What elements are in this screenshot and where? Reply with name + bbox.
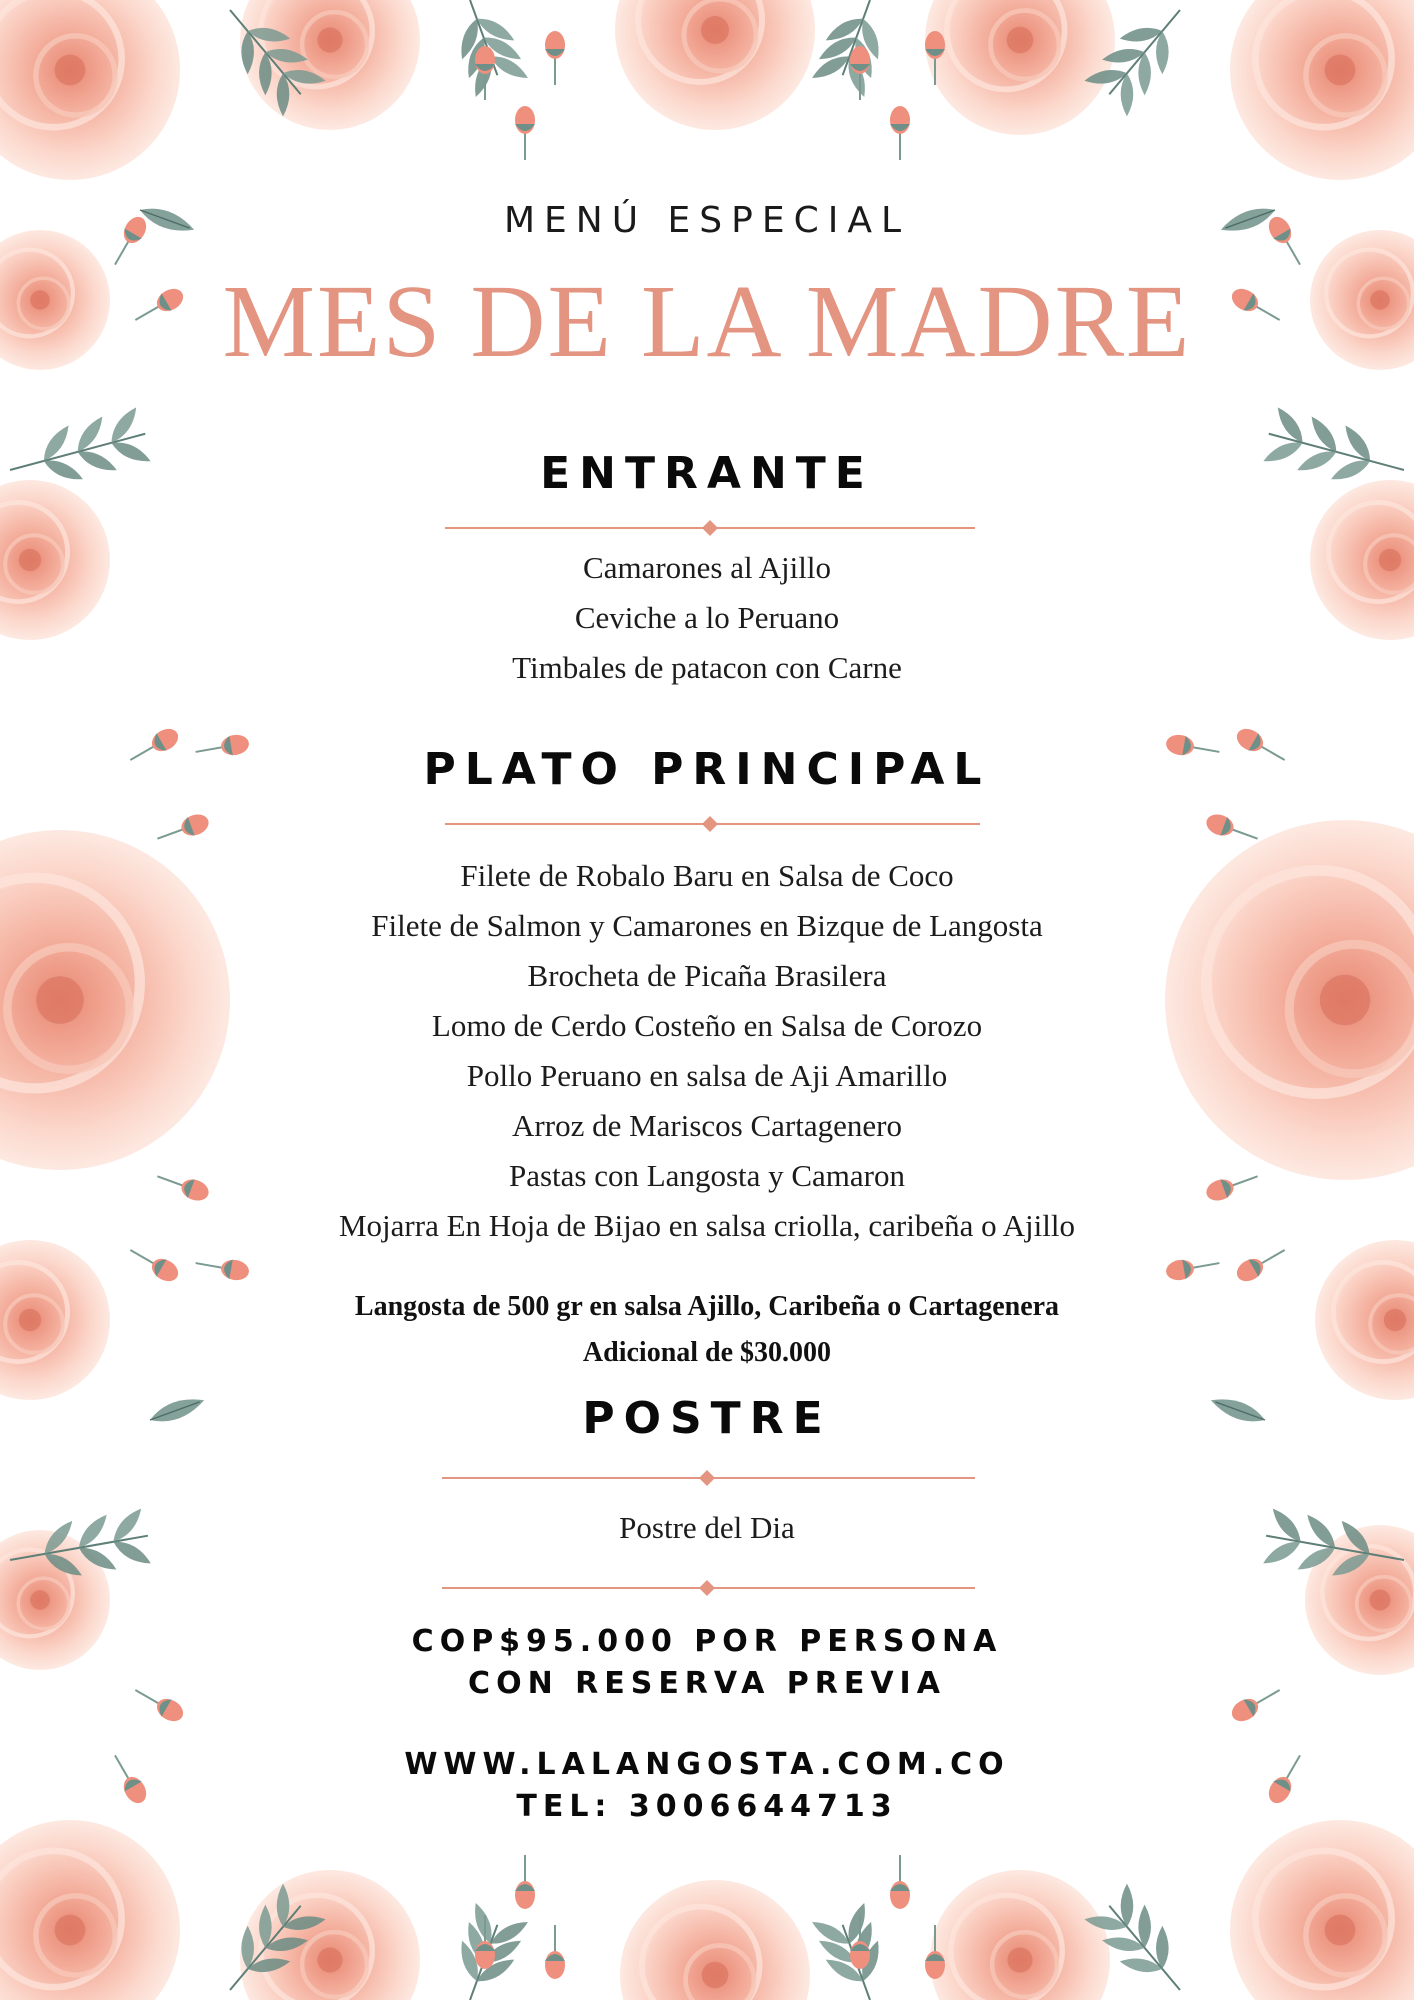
list-item: Timbales de patacon con Carne — [512, 650, 902, 685]
list-item: Filete de Salmon y Camarones en Bizque de Langosta — [371, 908, 1043, 943]
price-line: COP$95.000 POR PERSONA — [411, 1624, 1003, 1659]
menu-kicker: MENÚ ESPECIAL — [503, 200, 911, 241]
lobster-surcharge: Adicional de $30.000 — [582, 1337, 832, 1368]
list-item: Pastas con Langosta y Camaron — [508, 1158, 906, 1193]
plato-principal-list — [0, 851, 1414, 1251]
list-item: Camarones al Ajillo — [583, 550, 831, 585]
list-item: Ceviche a lo Peruano — [574, 600, 840, 635]
ornament-divider — [0, 518, 1414, 538]
website-link[interactable]: WWW.LALANGOSTA.COM.CO — [404, 1747, 1010, 1782]
reservation-line: CON RESERVA PREVIA — [468, 1666, 946, 1701]
list-item: Brocheta de Picaña Brasilera — [527, 958, 887, 993]
ornament-divider — [0, 814, 1414, 834]
list-item: Lomo de Cerdo Costeño en Salsa de Corozo — [431, 1008, 983, 1043]
phone-number[interactable]: TEL: 3006644713 — [516, 1789, 898, 1824]
ornament-divider — [0, 1468, 1414, 1488]
lobster-note: Langosta de 500 gr en salsa Ajillo, Caribeña o Cartagenera — [354, 1291, 1060, 1322]
ornament-divider — [0, 1578, 1414, 1598]
postre-list — [0, 1503, 1414, 1553]
entrante-list — [0, 543, 1414, 693]
section-heading-postre: POSTRE — [582, 1393, 832, 1444]
list-item: Pollo Peruano en salsa de Aji Amarillo — [466, 1058, 948, 1093]
page-title: MES DE LA MADRE — [222, 264, 1192, 379]
list-item: Mojarra En Hoja de Bijao en salsa criolla, caribeña o Ajillo — [338, 1208, 1075, 1243]
list-item: Filete de Robalo Baru en Salsa de Coco — [460, 858, 954, 893]
list-item: Arroz de Mariscos Cartagenero — [512, 1108, 902, 1143]
list-item: Postre del Dia — [619, 1510, 795, 1545]
section-heading-entrante: ENTRANTE — [540, 448, 874, 499]
section-heading-plato-principal: PLATO PRINCIPAL — [423, 744, 991, 795]
